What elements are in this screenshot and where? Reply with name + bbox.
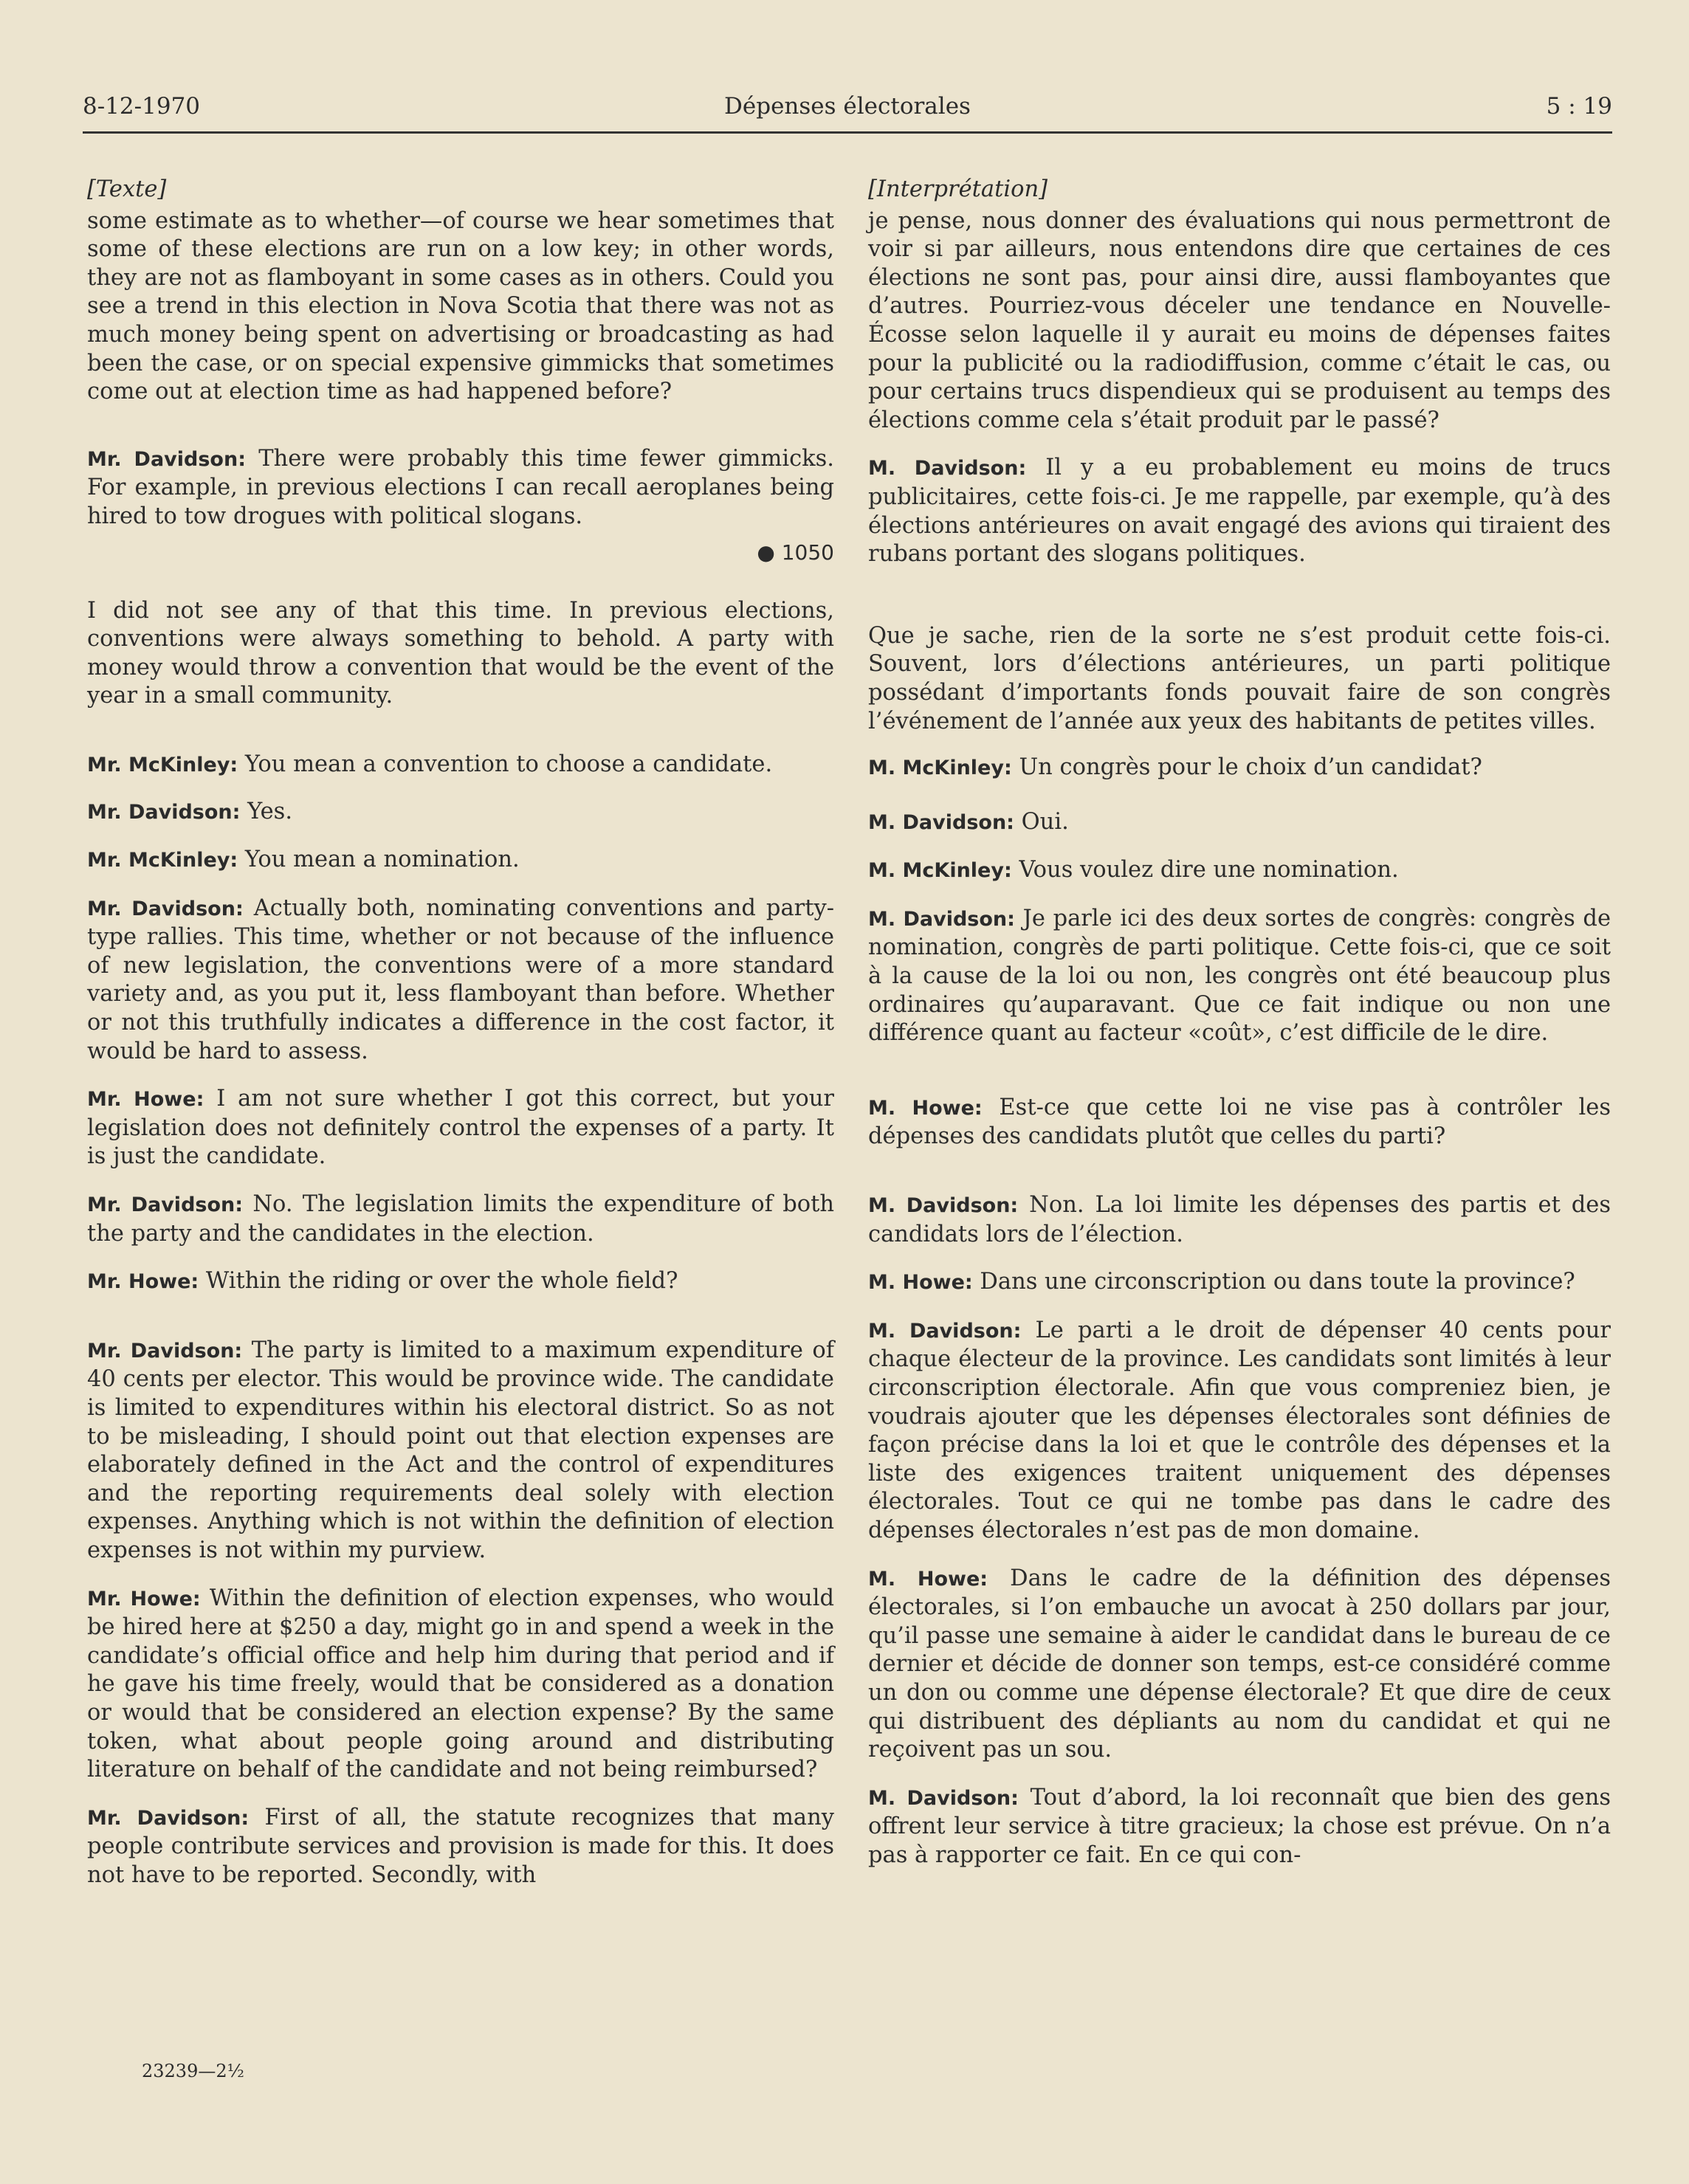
speaker-name: Mr. Davidson: [87, 1339, 243, 1363]
speaker-name: M. Davidson: [868, 457, 1027, 480]
paragraph: Mr. Davidson: No. The legislation limits the expenditure of both the party and the candidates in the election. [87, 1191, 834, 1247]
paragraph: M. Howe: Est-ce que cette loi ne vise pas à contrôler les dépenses des candidats plutôt que celles du parti? [868, 1094, 1611, 1150]
paragraph: M. Davidson: Je parle ici des deux sortes de congrès: congrès de nomination, congrès de parti politique. Cette fois-ci, que ce soit à la cause de la loi ou non, les congrès ont été beaucoup plus ordinaires qu’auparavant. Que ce fait indique ou non une différence quant au facteur «coût», c’est difficile de le dire. [868, 905, 1611, 1047]
speaker-name: Mr. McKinley: [87, 849, 238, 872]
speaker-name: M. Howe: [868, 1567, 988, 1591]
paragraph: Mr. Davidson: The party is limited to a maximum expenditure of 40 cents per elector. This would be province wide. The candidate is limited to expenditures within his electoral district. So as not to be misleading, I should point out that election expenses are elaborately defined in the Act and the control of expenditures and the reporting requirements deal solely with election expenses. Anything which is not within the definition of election expenses is not within my purview. [87, 1337, 834, 1563]
time-marker: ● 1050 [757, 540, 834, 565]
paragraph: M. Davidson: Le parti a le droit de dépenser 40 cents pour chaque électeur de la province. Les candidats sont limités à leur circonscription électorale. Afin que vous compreniez bien, je voudrais ajouter que les dépenses électorales sont définies de façon précise dans la loi et que le contrôle des dépenses et la liste des exigences traitent uniquement des dépenses électorales. Tout ce qui ne tombe pas dans le cadre des dépenses électorales n’est pas de mon domaine. [868, 1317, 1611, 1543]
paragraph: je pense, nous donner des évaluations qui nous permettront de voir si par ailleurs, nous entendons dire que certaines de ces élections ne sont pas, pour ainsi dire, aussi flamboyantes que d’autres. Pourriez-vous déceler une tendance en Nouvelle-Écosse selon laquelle il y aurait eu moins de dépenses faites pour la publicité ou la radiodiffusion, comme c’était le cas, ou pour certains trucs dispendieux qui se produisent au temps des élections comme cela s’était produit par le passé? [868, 207, 1611, 433]
paragraph: Mr. Howe: I am not sure whether I got this correct, but your legislation does not definitely control the expenses of a party. It is just the candidate. [87, 1086, 834, 1170]
speaker-name: M. Davidson: [868, 1194, 1019, 1218]
speaker-name: M. McKinley: [868, 859, 1012, 883]
paragraph: Mr. Howe: Within the definition of election expenses, who would be hired here at $250 a day, might go in and spend a week in the candidate’s official office and help him during that period and if he gave his time freely, would that be considered as a donation or would that be considered an election expense? By the same token, what about people going around and distributing literature on behalf of the candidate and not being reimbursed? [87, 1585, 834, 1783]
speaker-name: M. Davidson: [868, 907, 1015, 931]
paragraph: I did not see any of that this time. In previous elections, conventions were always something to behold. A party with money would throw a convention that would be the event of the year in a small community. [87, 597, 834, 709]
paragraph: M. McKinley: Vous voulez dire une nomination. [868, 857, 1399, 883]
header-title: Dépenses électorales [724, 93, 971, 120]
speaker-name: M. Howe: [868, 1271, 973, 1295]
paragraph: Que je sache, rien de la sorte ne s’est produit cette fois-ci. Souvent, lors d’élections antérieures, un parti politique possédant d’importants fonds pouvait faire de son congrès l’événement de l’année aux yeux des habitants de petites villes. [868, 622, 1611, 734]
speaker-name: M. Howe: [868, 1096, 983, 1120]
paragraph: Mr. Howe: Within the riding or over the whole field? [87, 1268, 678, 1295]
paragraph: M. Davidson: Tout d’abord, la loi reconnaît que bien des gens offrent leur service à titre gracieux; la chose est prévue. On n’a pas à rapporter ce fait. En ce qui con- [868, 1784, 1611, 1868]
header-date: 8-12-1970 [83, 93, 201, 120]
paragraph: Mr. Davidson: There were probably this time fewer gimmicks. For example, in previous elections I can recall aeroplanes being hired to tow drogues with political slogans. [87, 445, 834, 529]
speaker-name: Mr. Davidson: [87, 447, 246, 471]
speaker-name: M. Davidson: [868, 1786, 1019, 1810]
paragraph: M. McKinley: Un congrès pour le choix d’un candidat? [868, 754, 1482, 781]
speaker-name: Mr. Howe: [87, 1270, 199, 1294]
paragraph: M. Davidson: Non. La loi limite les dépenses des partis et des candidats lors de l’élection. [868, 1192, 1611, 1247]
paragraph: Mr. Davidson: First of all, the statute recognizes that many people contribute services and provision is made for this. It does not have to be reported. Secondly, with [87, 1804, 834, 1888]
speaker-name: Mr. Davidson: [87, 897, 244, 920]
speaker-name: Mr. Davidson: [87, 1806, 250, 1830]
speaker-name: M. Davidson: [868, 1319, 1022, 1343]
paragraph: M. Davidson: Oui. [868, 808, 1069, 835]
text-label: [Texte] [87, 176, 167, 202]
speaker-name: Mr. Davidson: [87, 800, 241, 824]
paragraph: M. Howe: Dans le cadre de la définition des dépenses électorales, si l’on embauche un avocat à 250 dollars par jour, qu’il passe une semaine à aider le candidat dans le bureau de ce dernier et décide de donner son temps, est-ce considéré comme un don ou comme une dépense électorale? Et que dire de ceux qui distribuent des dépliants au nom du candidat et qui ne reçoivent pas un sou. [868, 1565, 1611, 1763]
interpretation-label: [Interprétation] [868, 176, 1048, 202]
speaker-name: Mr. Davidson: [87, 1193, 244, 1217]
speaker-name: Mr. Howe: [87, 1088, 204, 1112]
paragraph: Mr. Davidson: Actually both, nominating conventions and party-type rallies. This time, whether or not because of the influence of new legislation, the conventions were of a more standard variety and, as you put it, less flamboyant than before. Whether or not this truthfully indicates a difference in the cost factor, it would be hard to assess. [87, 895, 834, 1064]
paragraph: M. Howe: Dans une circonscription ou dans toute la province? [868, 1269, 1575, 1295]
print-code: 23239—2½ [142, 2061, 244, 2081]
running-head [83, 87, 1612, 134]
speaker-name: M. McKinley: [868, 757, 1012, 780]
speaker-name: M. Davidson: [868, 810, 1014, 834]
english-column [87, 176, 834, 1890]
header-page-number: 5 : 19 [1546, 93, 1612, 120]
speaker-name: Mr. McKinley: [87, 753, 238, 776]
speaker-name: Mr. Howe: [87, 1587, 201, 1611]
paragraph: Mr. Davidson: Yes. [87, 798, 293, 824]
paragraph: Mr. McKinley: You mean a nomination. [87, 847, 520, 873]
paragraph: Mr. McKinley: You mean a convention to choose a candidate. [87, 751, 773, 777]
paragraph: M. Davidson: Il y a eu probablement eu moins de trucs publicitaires, cette fois-ci. Je me rappelle, par exemple, qu’à des élections antérieures on avait engagé des avions qui tiraient des rubans portant des slogans politiques. [868, 455, 1611, 568]
paragraph: some estimate as to whether—of course we hear sometimes that some of these elections are run on a low key; in other words, they are not as flamboyant in some cases as in others. Could you see a trend in this election in Nova Scotia that there was not as much money being spent on advertising or broadcasting as had been the case, or on special expensive gimmicks that sometimes come out at election time as had happened before? [87, 207, 834, 405]
french-column [868, 176, 1611, 1870]
